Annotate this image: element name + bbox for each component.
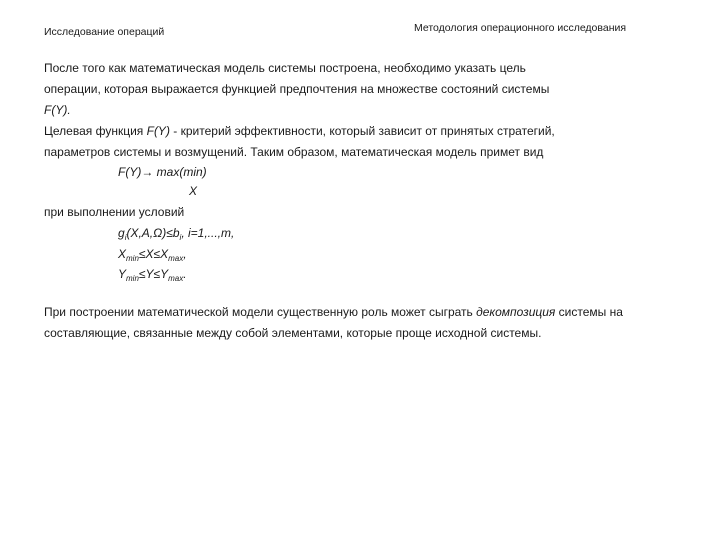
paragraph-line: F(Y). <box>44 103 71 117</box>
conditions-label: при выполнении условий <box>44 205 185 219</box>
condition-y-bounds: $Y_{min}\le Y\le Y_{max}$. <box>118 267 187 283</box>
function-symbol: F(Y) <box>146 124 170 138</box>
decomposition-term: декомпозиция <box>476 305 556 319</box>
paragraph-line: операции, которая выражается функцией предпочтения на множестве состояний системы <box>44 82 550 96</box>
formula-subscript-x: X <box>189 184 198 198</box>
formula-main: F(Y)→ max(min) <box>118 165 207 179</box>
text-segment: - критерий эффективности, который зависит от принятых стратегий, <box>169 124 555 138</box>
paragraph-line: составляющие, связанные между собой элементами, которые проще исходной системы. <box>44 326 542 340</box>
header-right-title: Методология операционного исследования <box>414 22 627 34</box>
condition-x-bounds: $X_{min}\le X\le X_{max}$, <box>118 247 187 263</box>
paragraph-line: После того как математическая модель системы построена, необходимо указать цель <box>44 61 526 75</box>
objective-function-line <box>44 124 555 138</box>
header-left-title: Исследование операций <box>44 26 165 38</box>
text-segment: Целевая функция <box>44 124 147 138</box>
condition-constraint: $g_i(X,A,\Omega)\le b_i$, i=1,...,m, <box>118 226 235 242</box>
decomposition-line: При построении математической модели существенную роль может сыграть декомпозиция системы на <box>44 305 623 319</box>
paragraph-line: параметров системы и возмущений. Таким образом, математическая модель примет вид <box>44 145 544 159</box>
